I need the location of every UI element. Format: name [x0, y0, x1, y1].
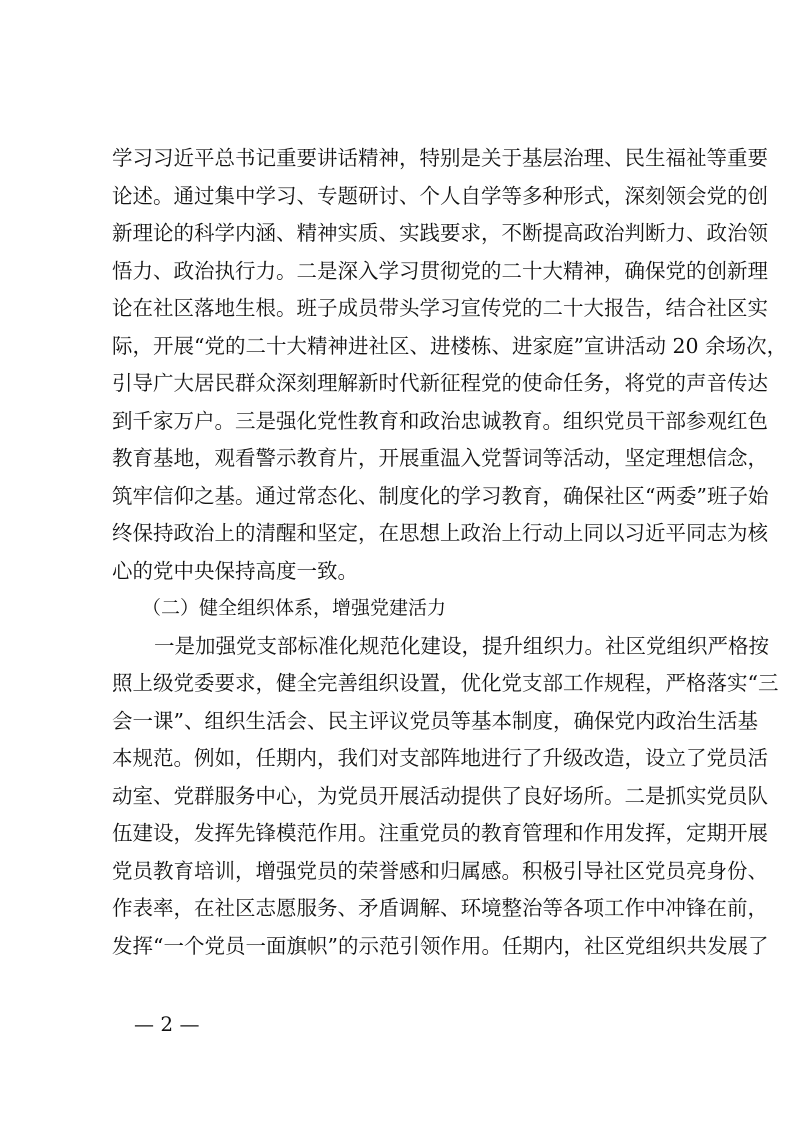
text-line: 照上级党委要求，健全完善组织设置，优化党支部工作规程，严格落实“三 — [112, 671, 779, 695]
text-line: 悟力、政治执行力。二是深入学习贯彻党的二十大精神，确保党的创新理 — [112, 258, 768, 283]
text-line: 动室、党群服务中心，为党员开展活动提供了良好场所。二是抓实党员队 — [112, 783, 768, 808]
text-line: 一是加强党支部标准化规范化建设，提升组织力。社区党组织严格按 — [154, 633, 769, 658]
text-line: 引导广大居民群众深刻理解新时代新征程党的使命任务，将党的声音传达 — [112, 371, 768, 395]
page-number: — 2 — — [134, 1012, 200, 1036]
paragraph-1 — [112, 140, 788, 590]
text-line: 本规范。例如，任期内，我们对支部阵地进行了升级改造，设立了党员活 — [112, 746, 768, 770]
text-line: 新理论的科学内涵、精神实质、实践要求，不断提高政治判断力、政治领 — [112, 221, 768, 245]
document-body — [112, 140, 788, 965]
section-heading: （二）健全组织体系，增强党建活力 — [142, 597, 447, 619]
text-line: 党员教育培训，增强党员的荣誉感和归属感。积极引导社区党员亮身份、 — [112, 858, 768, 883]
text-line: 会一课”、组织生活会、民主评议党员等基本制度，确保党内政治生活基 — [112, 708, 758, 733]
text-line: 学习习近平总书记重要讲话精神，特别是关于基层治理、民生福祉等重要 — [112, 146, 768, 170]
text-line: 终保持政治上的清醒和坚定，在思想上政治上行动上同以习近平同志为核 — [112, 521, 768, 545]
text-line: 筑牢信仰之基。通过常态化、制度化的学习教育，确保社区“两委”班子始 — [112, 483, 769, 508]
text-line: 到千家万户。三是强化党性教育和政治忠诚教育。组织党员干部参观红色 — [112, 408, 768, 433]
text-line: 教育基地，观看警示教育片，开展重温入党誓词等活动，坚定理想信念， — [112, 446, 768, 470]
text-line: 作表率，在社区志愿服务、矛盾调解、环境整治等各项工作中冲锋在前， — [112, 896, 768, 920]
text-line: 际，开展“党的二十大精神进社区、进楼栋、进家庭”宣讲活动 20 余场次， — [112, 333, 788, 358]
text-line: 伍建设，发挥先锋模范作用。注重党员的教育管理和作用发挥，定期开展 — [112, 821, 768, 845]
text-line: 发挥“一个党员一面旗帜”的示范引领作用。任期内，社区党组织共发展了 — [112, 933, 769, 958]
paragraph-2 — [112, 628, 779, 966]
text-line: 论在社区落地生根。班子成员带头学习宣传党的二十大报告，结合社区实 — [112, 296, 768, 320]
text-line: 论述。通过集中学习、专题研讨、个人自学等多种形式，深刻领会党的创 — [112, 183, 768, 208]
text-line: 心的党中央保持高度一致。 — [112, 558, 358, 583]
